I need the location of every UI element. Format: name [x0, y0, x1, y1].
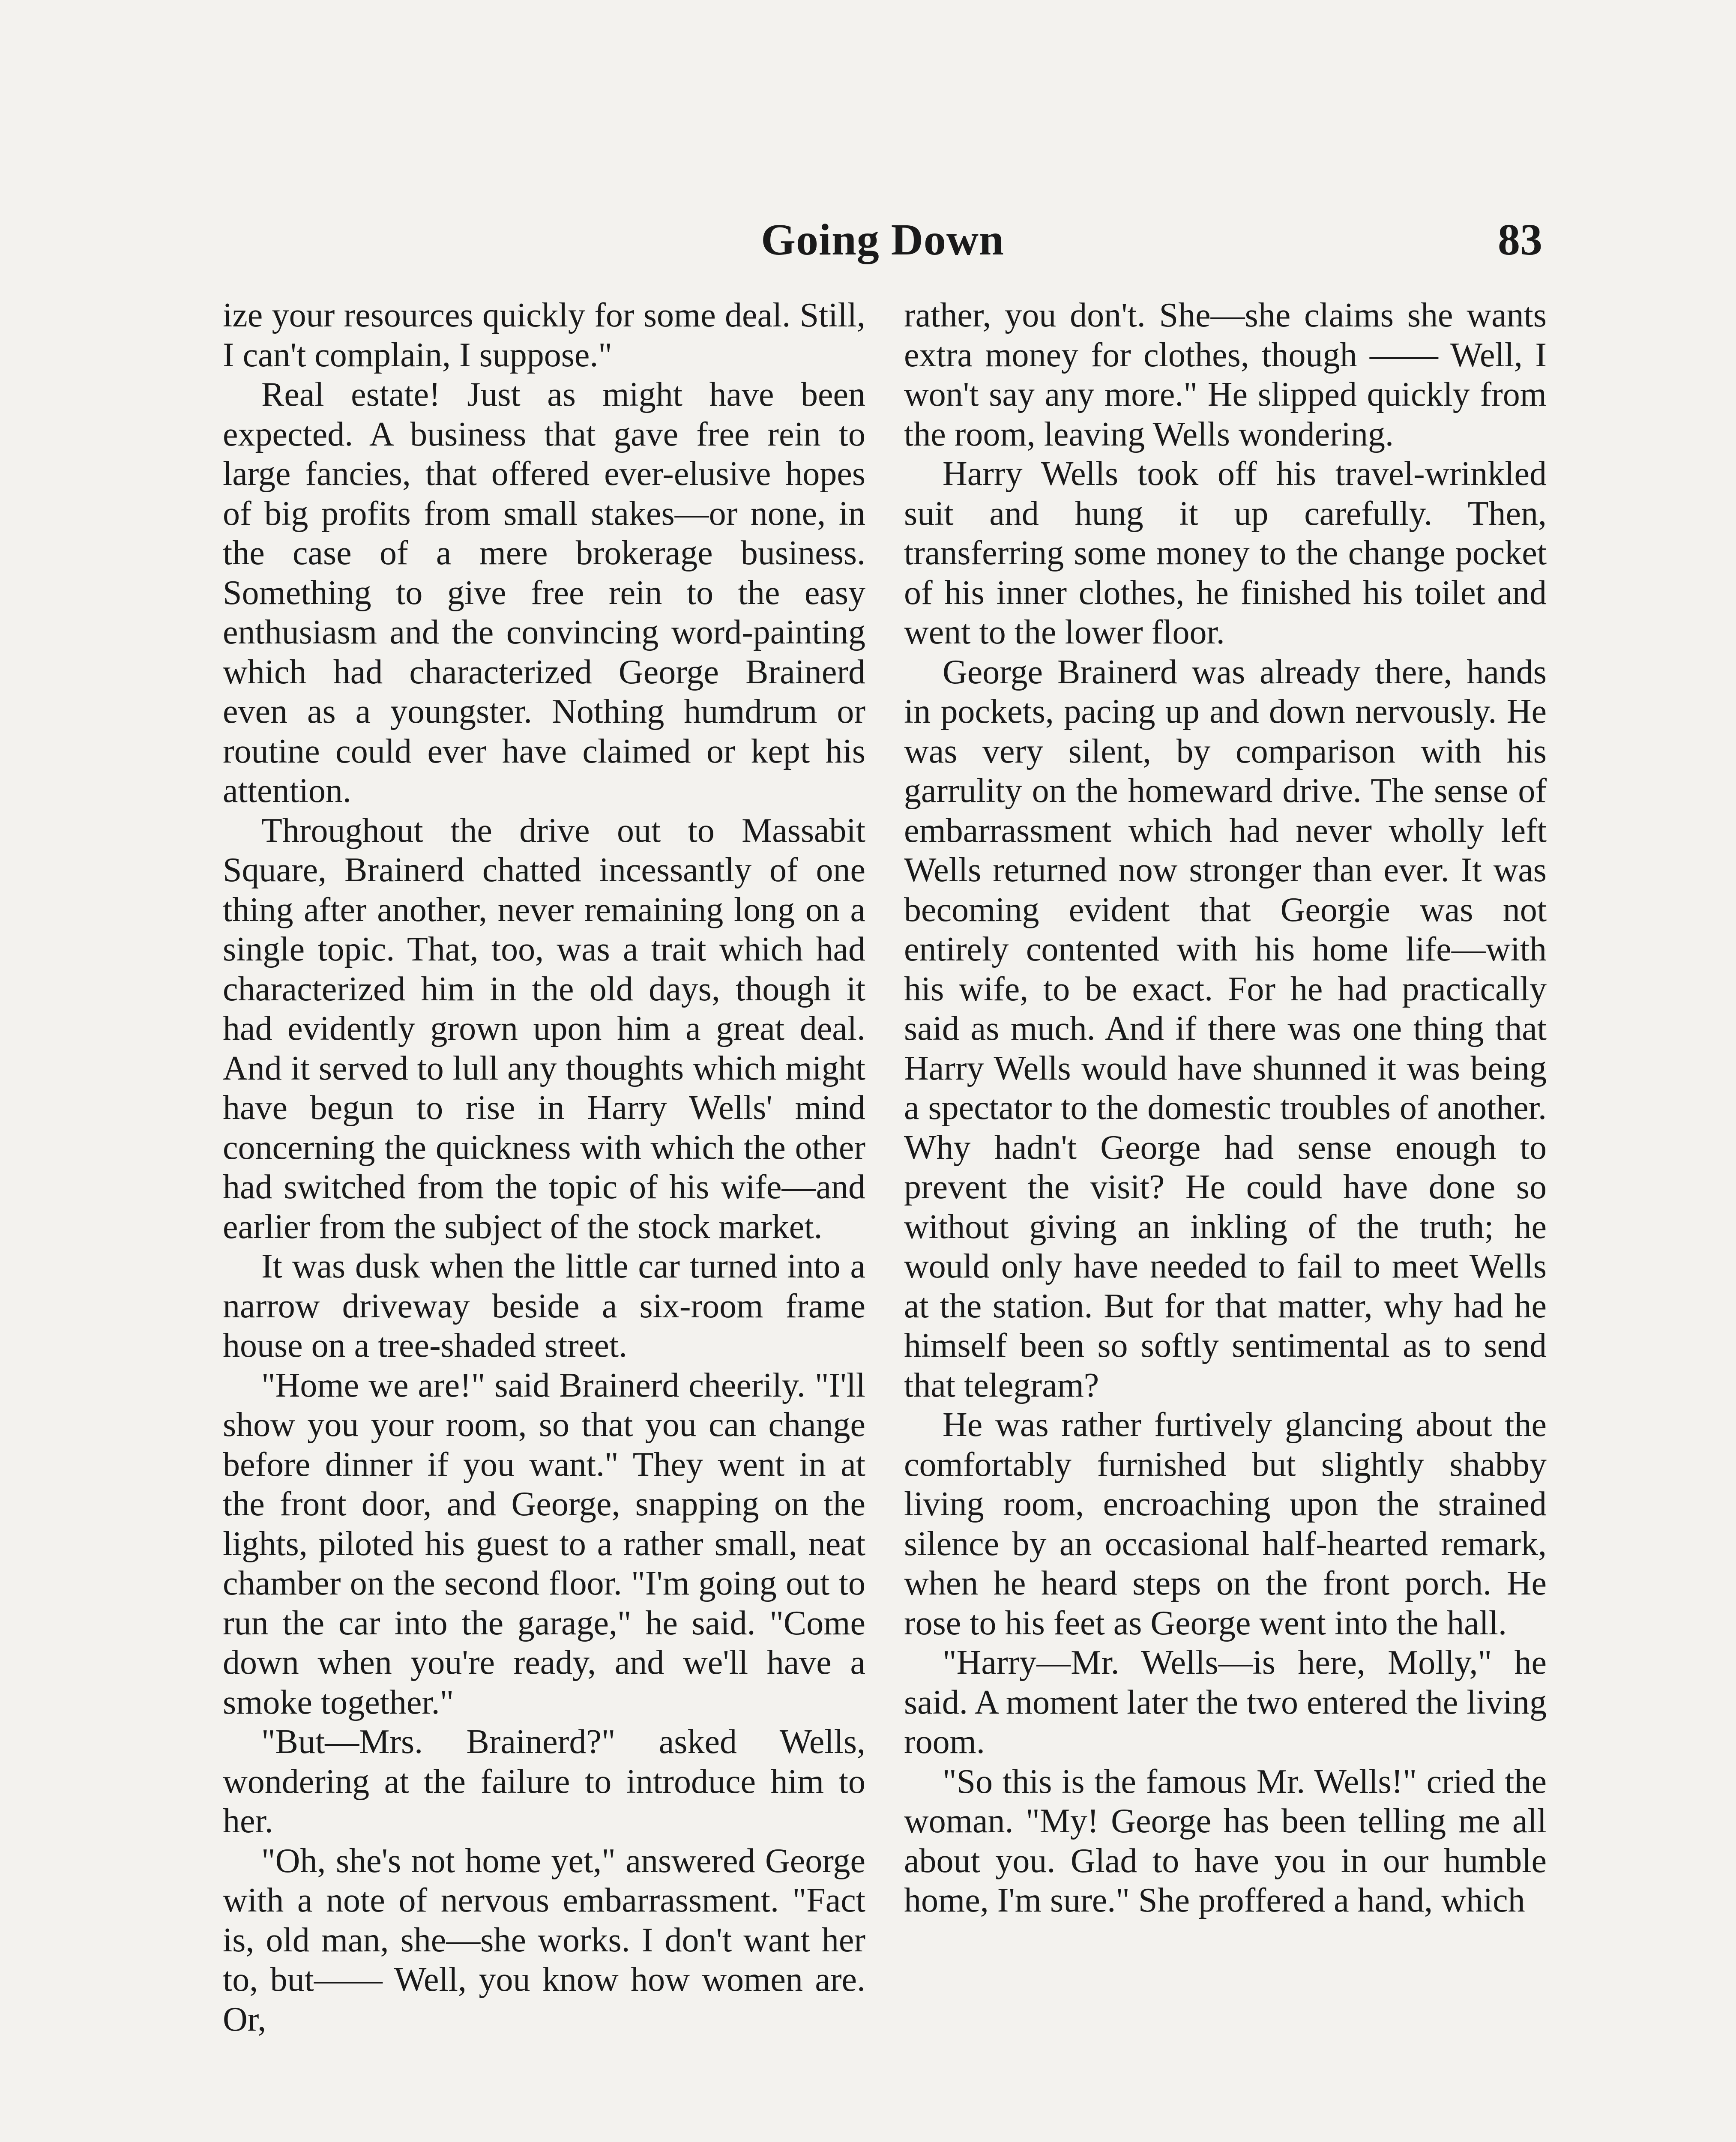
paragraph: Harry Wells took off his travel-wrinkled suit and hung it up carefully. Then, transferring some money to the change pocket of his inner clothes, he finished his toilet and went to the lower floor. [904, 455, 1547, 651]
page-header [223, 214, 1542, 270]
paragraph: "Oh, she's not home yet," answered George with a note of nervous embarrassment. "Fact is, old man, she—she works. I don't want her to, but—— Well, you know how women are. Or, [223, 1842, 865, 2038]
paragraph: "Home we are!" said Brainerd cheerily. "I'll show you your room, so that you can change before dinner if you want." They went in at the front door, and George, snapping on the lights, piloted his guest to a rather small, neat chamber on the second floor. "I'm going out to run the car into the garage," he said. "Come down when you're ready, and we'll have a smoke together." [223, 1366, 865, 1721]
running-title: Going Down [761, 215, 1004, 264]
paragraph: rather, you don't. She—she claims she wants extra money for clothes, though —— Well, I won't say any more." He slipped quickly from the room, leaving Wells wondering. [904, 296, 1547, 453]
paragraph: "So this is the famous Mr. Wells!" cried the woman. "My! George has been telling me all about you. Glad to have you in our humble home, I'm sure." She proffered a hand, which [904, 1762, 1547, 1919]
paragraph: "But—Mrs. Brainerd?" asked Wells, wondering at the failure to introduce him to her. [223, 1723, 865, 1840]
paragraph: It was dusk when the little car turned into a narrow driveway beside a six-room frame house on a tree-shaded street. [223, 1248, 865, 1364]
paragraph: ize your resources quickly for some deal. Still, I can't complain, I suppose." [223, 296, 865, 374]
paragraph: "Harry—Mr. Wells—is here, Molly," he said. A moment later the two entered the living room. [904, 1644, 1547, 1761]
left-column [223, 296, 865, 2039]
page-number: 83 [1498, 215, 1542, 264]
right-column [904, 296, 1547, 1921]
paragraph: He was rather furtively glancing about the comfortably furnished but slightly shabby living room, encroaching upon the strained silence by an occasional half-hearted remark, when he heard steps on the front porch. He rose to his feet as George went into the hall. [904, 1406, 1547, 1642]
paragraph: Throughout the drive out to Massabit Square, Brainerd chatted incessantly of one thing after another, never remaining long on a single topic. That, too, was a trait which had characterized him in the old days, though it had evidently grown upon him a great deal. And it served to lull any thoughts which might have begun to rise in Harry Wells' mind concerning the quickness with which the other had switched from the topic of his wife—and earlier from the subject of the stock market. [223, 811, 865, 1246]
paragraph: George Brainerd was already there, hands in pockets, pacing up and down nervously. He was very silent, by comparison with his garrulity on the homeward drive. The sense of embarrassment which had never wholly left Wells returned now stronger than ever. It was becoming evident that Georgie was not entirely contented with his home life—with his wife, to be exact. For he had practically said as much. And if there was one thing that Harry Wells would have shunned it was being a spectator to the domestic troubles of another. Why hadn't George had sense enough to prevent the visit? He could have done so without giving an inkling of the truth; he would only have needed to fail to meet Wells at the station. But for that matter, why had he himself been so softly sentimental as to send that telegram? [904, 653, 1547, 1404]
paragraph: Real estate! Just as might have been expected. A business that gave free rein to large fancies, that offered ever-elusive hopes of big profits from small stakes—or none, in the case of a mere brokerage business. Something to give free rein to the easy enthusiasm and the convincing word-painting which had characterized George Brainerd even as a youngster. Nothing humdrum or routine could ever have claimed or kept his attention. [223, 376, 865, 810]
